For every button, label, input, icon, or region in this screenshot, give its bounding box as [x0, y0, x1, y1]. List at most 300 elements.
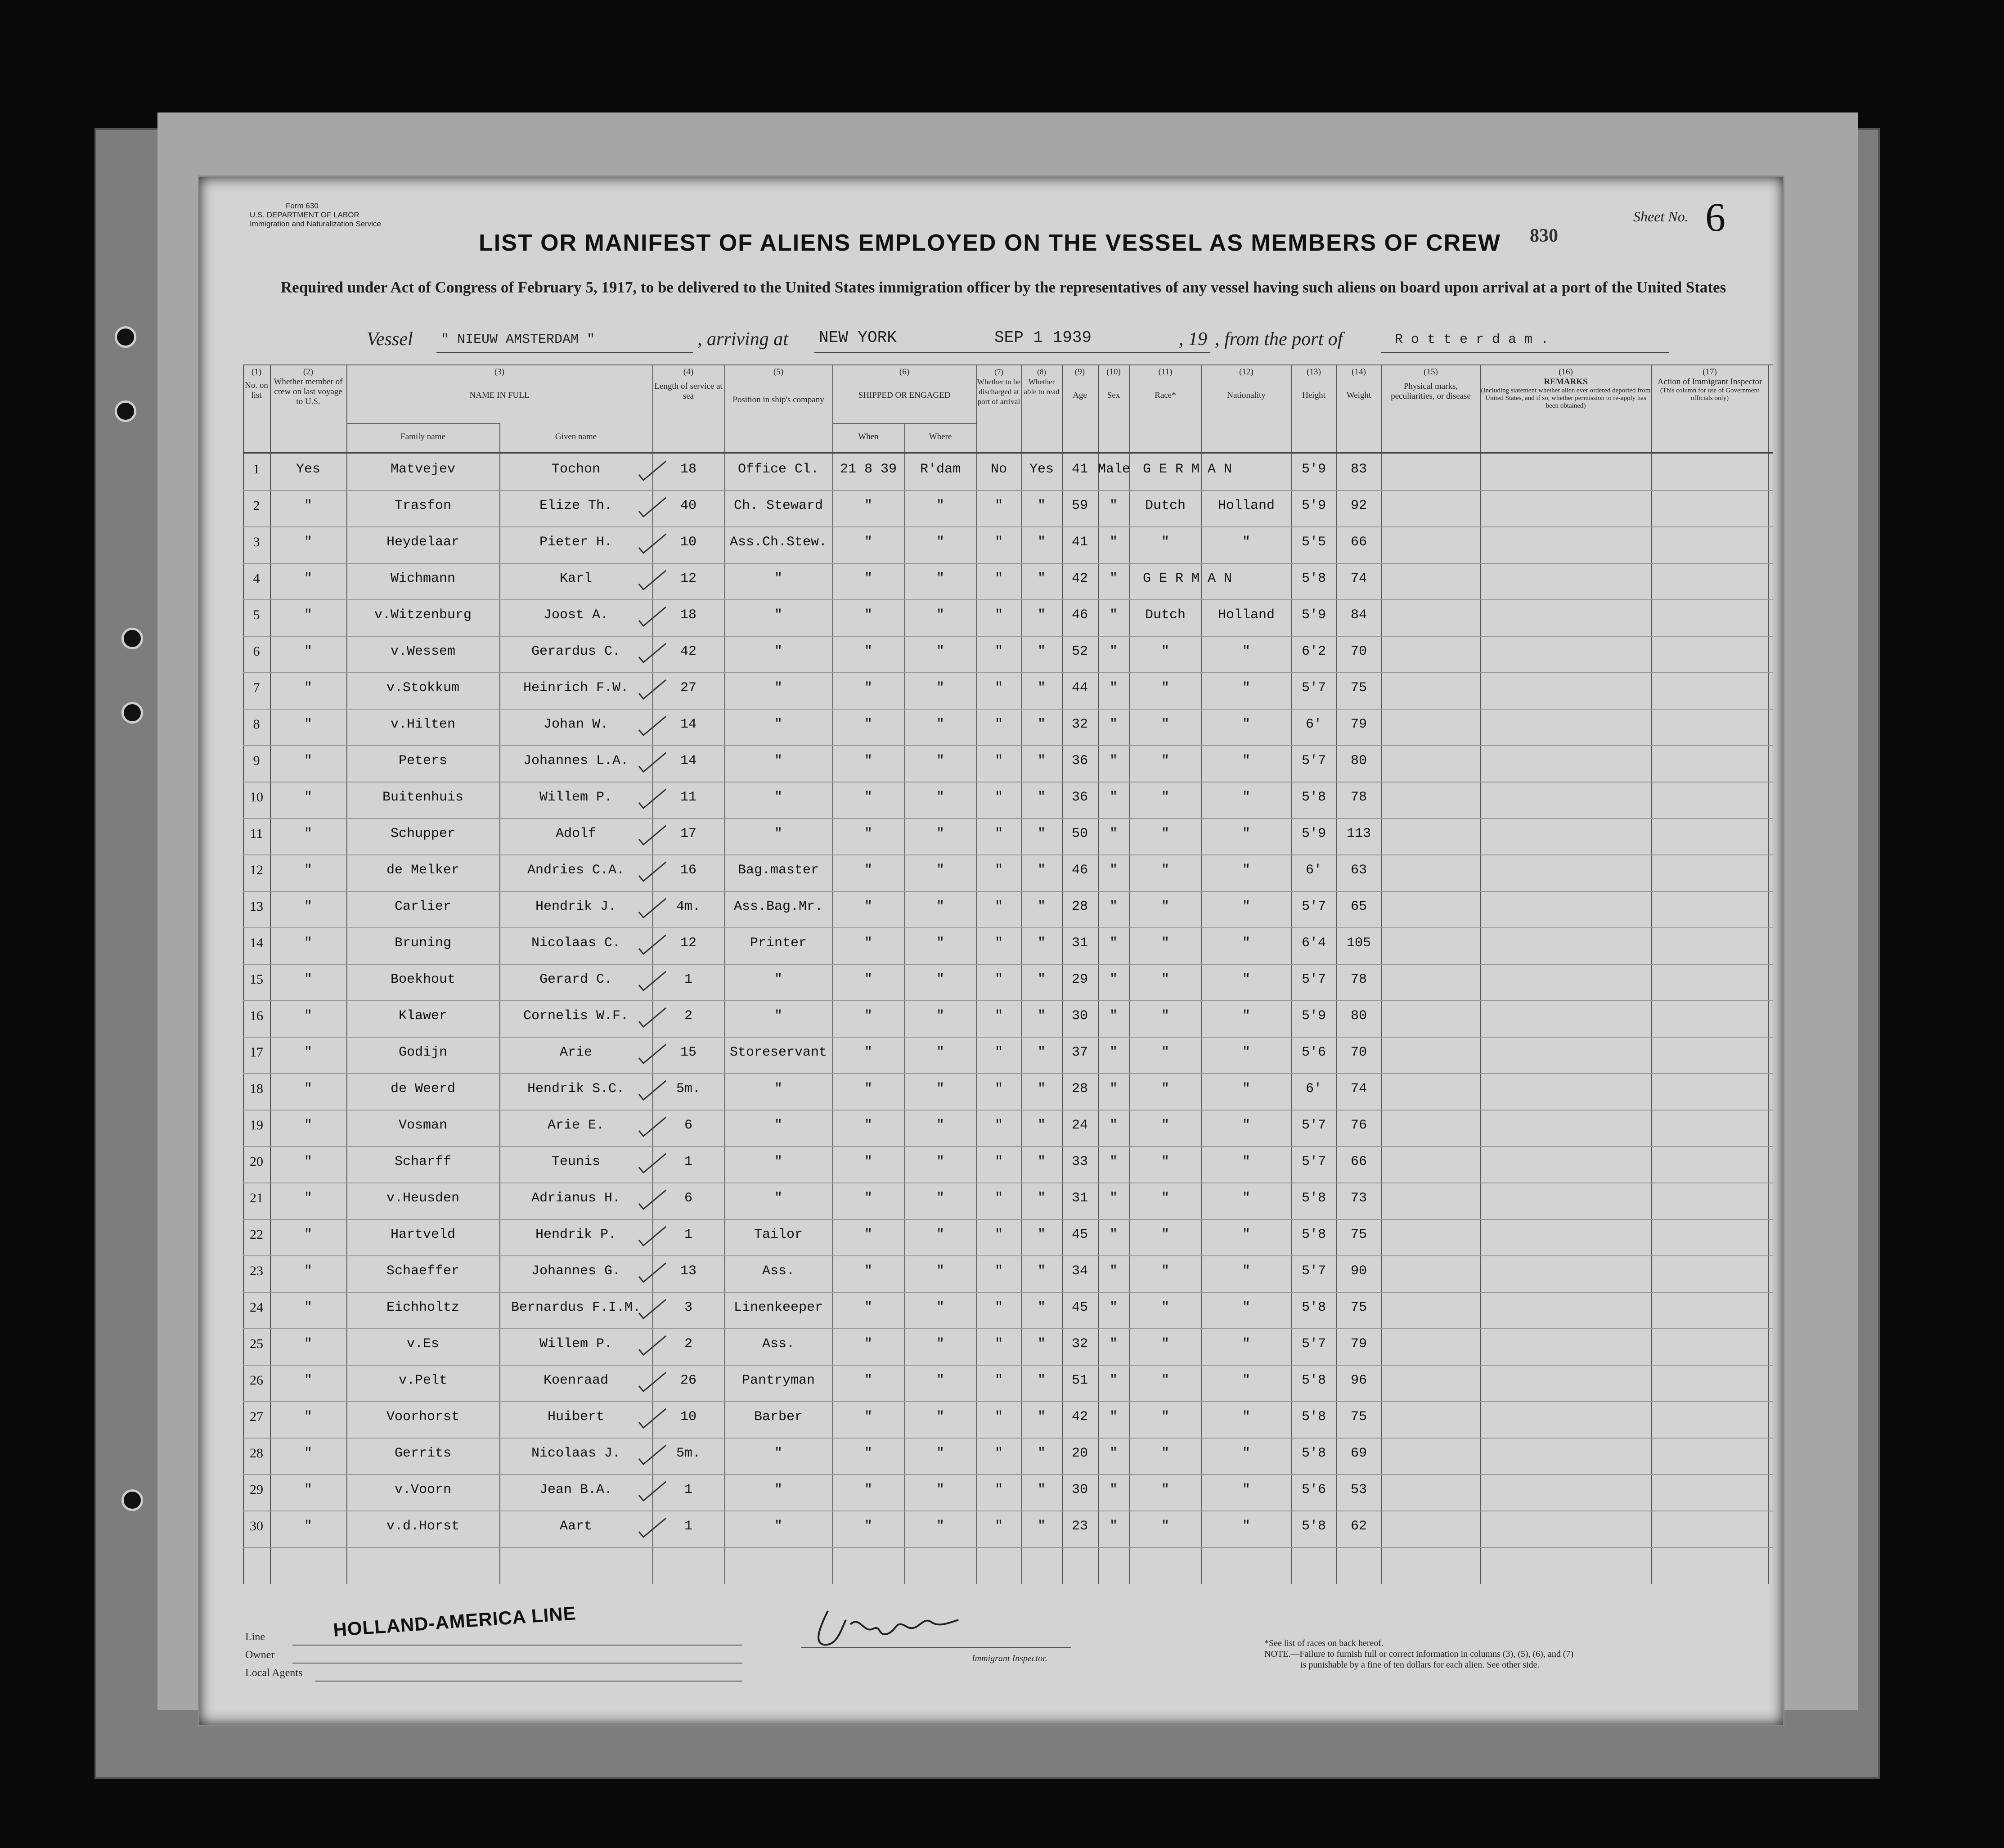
check-mark-icon	[634, 1076, 670, 1103]
cell-family-name: Wichmann	[390, 571, 456, 586]
cell-discharged: "	[994, 717, 1003, 732]
cell-family-name: Schupper	[390, 826, 456, 841]
cell-given-name: Adrianus H.	[531, 1191, 621, 1206]
cell-row-number: 16	[250, 1008, 263, 1023]
table-row	[243, 1256, 1773, 1292]
cell-given-name: Karl	[559, 571, 592, 586]
cell-family-name: Heydelaar	[386, 535, 460, 550]
binder-hole	[121, 1489, 143, 1511]
cell-race: "	[1161, 753, 1169, 769]
cell-discharged: "	[994, 1227, 1003, 1242]
cell-row-number: 20	[250, 1154, 263, 1169]
cell-race: "	[1161, 680, 1169, 696]
year-label: , 19	[1179, 329, 1207, 350]
cell-shipped-where: "	[936, 863, 944, 878]
cell-prev-voyage: "	[304, 1336, 312, 1352]
cell-discharged: "	[994, 1191, 1003, 1206]
cell-given-name: Pieter H.	[539, 535, 613, 550]
cell-prev-voyage: "	[304, 790, 312, 805]
cell-shipped-when: "	[864, 1118, 872, 1133]
cell-prev-voyage: "	[304, 753, 312, 769]
cell-shipped-when: "	[864, 1081, 872, 1097]
cell-row-number: 5	[253, 607, 260, 622]
cell-family-name: v.Es	[406, 1336, 439, 1352]
cell-height: 5'9	[1301, 462, 1326, 477]
form-department: U.S. DEPARTMENT OF LABOR	[250, 211, 359, 219]
cell-row-number: 30	[250, 1519, 263, 1533]
cell-shipped-where: "	[936, 1263, 944, 1279]
cell-prev-voyage: "	[304, 498, 312, 513]
cell-age: 30	[1071, 1482, 1088, 1497]
cell-family-name: Gerrits	[394, 1446, 452, 1461]
form-number: Form 630	[286, 202, 319, 210]
cell-sex: "	[1109, 1300, 1118, 1315]
cell-shipped-when: "	[864, 753, 872, 769]
cell-weight: 75	[1350, 680, 1367, 696]
cell-able-to-read: "	[1037, 1482, 1046, 1497]
cell-weight: 113	[1346, 826, 1371, 841]
cell-prev-voyage: "	[304, 1373, 312, 1388]
cell-row-number: 6	[253, 644, 260, 659]
cell-family-name: Schaeffer	[386, 1263, 460, 1279]
table-row	[243, 637, 1773, 673]
cell-prev-voyage: Yes	[296, 462, 320, 477]
cell-age: 32	[1071, 1336, 1088, 1352]
cell-race: Dutch	[1145, 498, 1186, 513]
cell-sex: "	[1109, 1081, 1118, 1097]
cell-prev-voyage: "	[304, 1118, 312, 1133]
cell-height: 6'4	[1301, 935, 1326, 951]
cell-discharged: "	[994, 1519, 1003, 1534]
cell-weight: 84	[1350, 607, 1367, 623]
cell-row-number: 23	[250, 1263, 263, 1278]
cell-sex: "	[1109, 899, 1118, 914]
cell-age: 23	[1071, 1519, 1088, 1534]
check-mark-icon	[634, 675, 670, 702]
col-height-header: (13) Height	[1302, 367, 1326, 400]
cell-position: "	[774, 1191, 782, 1206]
cell-height: 5'8	[1301, 1373, 1326, 1388]
cell-age: 51	[1071, 1373, 1088, 1388]
cell-age: 52	[1071, 644, 1088, 659]
cell-height: 5'8	[1301, 1446, 1326, 1461]
table-row	[243, 1475, 1773, 1511]
cell-shipped-when: "	[864, 1191, 872, 1206]
cell-able-to-read: "	[1037, 790, 1046, 805]
cell-given-name: Andries C.A.	[527, 863, 625, 878]
cell-race: "	[1161, 1045, 1169, 1060]
cell-shipped-where: "	[936, 899, 944, 914]
cell-shipped-when: "	[864, 790, 872, 805]
col-where-header: Where	[929, 432, 952, 441]
cell-given-name: Hendrik S.C.	[527, 1081, 625, 1097]
table-row	[243, 600, 1773, 636]
cell-shipped-where: "	[936, 1519, 944, 1534]
cell-prev-voyage: "	[304, 1227, 312, 1242]
cell-height: 5'8	[1301, 1300, 1326, 1315]
vessel-line	[252, 328, 1692, 355]
binder-hole	[121, 702, 143, 724]
cell-shipped-where: "	[936, 1227, 944, 1242]
page-subtitle: Required under Act of Congress of February 5, 1917, to be delivered to the United States immigration officer by the representatives of any vessel having such aliens on board upon arrival at a port of the United States	[280, 279, 1726, 296]
cell-prev-voyage: "	[304, 1154, 312, 1169]
cell-height: 5'7	[1301, 753, 1326, 769]
arriving-port: NEW YORK	[819, 328, 897, 347]
cell-able-to-read: "	[1037, 1519, 1046, 1534]
cell-row-number: 7	[253, 680, 260, 695]
cell-sex: "	[1109, 1519, 1118, 1534]
check-mark-icon	[634, 931, 670, 958]
cell-row-number: 3	[253, 535, 260, 549]
cell-position: Tailor	[754, 1227, 803, 1242]
table-row	[243, 1511, 1773, 1547]
cell-race: "	[1161, 1336, 1169, 1352]
table-row	[243, 1111, 1773, 1147]
cell-given-name: Gerard C.	[539, 972, 613, 987]
cell-service-length: 1	[684, 1227, 692, 1242]
cell-service-length: 1	[684, 972, 692, 987]
table-row	[243, 1001, 1773, 1037]
cell-prev-voyage: "	[304, 680, 312, 696]
cell-family-name: Boekhout	[390, 972, 456, 987]
cell-service-length: 17	[680, 826, 696, 841]
cell-shipped-when: "	[864, 1263, 872, 1279]
cell-position: "	[774, 1154, 782, 1169]
cell-weight: 92	[1350, 498, 1367, 513]
cell-given-name: Johannes G.	[531, 1263, 621, 1279]
cell-service-length: 1	[684, 1482, 692, 1497]
cell-nationality: "	[1242, 1519, 1250, 1534]
cell-height: 5'7	[1301, 972, 1326, 987]
cell-position: "	[774, 753, 782, 769]
cell-height: 5'9	[1301, 826, 1326, 841]
cell-able-to-read: "	[1037, 899, 1046, 914]
cell-given-name: Hendrik J.	[535, 899, 617, 914]
cell-sex: "	[1109, 826, 1118, 841]
cell-shipped-where: "	[936, 498, 944, 513]
cell-given-name: Aart	[559, 1519, 592, 1534]
cell-row-number: 14	[250, 935, 263, 950]
cell-service-length: 4m.	[676, 899, 701, 914]
binder-hole	[121, 628, 143, 649]
cell-family-name: Scharff	[394, 1154, 452, 1169]
cell-prev-voyage: "	[304, 972, 312, 987]
cell-weight: 78	[1350, 972, 1367, 987]
cell-position: Linenkeeper	[733, 1300, 823, 1315]
cell-weight: 90	[1350, 1263, 1367, 1279]
table-row	[243, 782, 1773, 818]
cell-nationality: "	[1242, 790, 1250, 805]
cell-sex: "	[1109, 1409, 1118, 1425]
table-row	[243, 1329, 1773, 1365]
cell-family-name: v.d.Horst	[386, 1519, 460, 1534]
cell-age: 42	[1071, 1409, 1088, 1425]
cell-shipped-when: "	[864, 498, 872, 513]
cell-race: "	[1161, 1263, 1169, 1279]
cell-position: "	[774, 1118, 782, 1133]
col-prev-voyage-header: (2) Whether member of crew on last voyage to U.S.	[274, 367, 343, 406]
cell-weight: 79	[1350, 717, 1367, 732]
cell-race: "	[1161, 1191, 1169, 1206]
cell-service-length: 5m.	[676, 1446, 701, 1461]
cell-shipped-where: "	[936, 1409, 944, 1425]
cell-height: 5'8	[1301, 1191, 1326, 1206]
cell-service-length: 40	[680, 498, 696, 513]
cell-age: 46	[1071, 863, 1088, 878]
cell-nationality: "	[1242, 935, 1250, 951]
cell-service-length: 15	[680, 1045, 696, 1060]
col-nationality-header: (12) Nationality	[1227, 367, 1266, 400]
inspector-label: Immigrant Inspector.	[972, 1654, 1047, 1664]
cell-weight: 79	[1350, 1336, 1367, 1352]
cell-given-name: Gerardus C.	[531, 644, 621, 659]
cell-shipped-where: "	[936, 1154, 944, 1169]
cell-position: "	[774, 826, 782, 841]
cell-sex: "	[1109, 1263, 1118, 1279]
cell-service-length: 10	[680, 535, 696, 550]
cell-family-name: Eichholtz	[386, 1300, 460, 1315]
cell-row-number: 15	[250, 972, 263, 987]
cell-able-to-read: "	[1037, 1154, 1046, 1169]
check-mark-icon	[634, 748, 670, 775]
cell-row-number: 13	[250, 899, 263, 914]
cell-able-to-read: "	[1037, 1008, 1046, 1024]
footer-agents-label: Local Agents	[245, 1667, 303, 1679]
check-mark-icon	[634, 1404, 670, 1431]
cell-family-name: Hartveld	[390, 1227, 456, 1242]
cell-age: 28	[1071, 1081, 1088, 1097]
cell-age: 31	[1071, 1191, 1088, 1206]
cell-discharged: "	[994, 535, 1003, 550]
form-header	[250, 202, 381, 229]
cell-sex: "	[1109, 790, 1118, 805]
cell-service-length: 11	[680, 790, 696, 805]
cell-row-number: 10	[250, 790, 263, 805]
cell-sex: "	[1109, 680, 1118, 696]
cell-height: 5'7	[1301, 1263, 1326, 1279]
cell-shipped-when: "	[864, 680, 872, 696]
cell-family-name: v.Pelt	[398, 1373, 448, 1388]
cell-nationality: "	[1242, 1045, 1250, 1060]
col-position-header: (5) Position in ship's company	[732, 367, 824, 405]
arriving-label: , arriving at	[697, 329, 788, 350]
check-mark-icon	[634, 639, 670, 666]
cell-prev-voyage: "	[304, 1300, 312, 1315]
cell-shipped-when: "	[864, 1227, 872, 1242]
cell-row-number: 25	[250, 1336, 263, 1351]
vessel-label: Vessel	[367, 329, 413, 350]
cell-shipped-when: "	[864, 1373, 872, 1388]
cell-position: Office Cl.	[737, 462, 819, 477]
cell-weight: 66	[1350, 1154, 1367, 1169]
cell-shipped-when: "	[864, 863, 872, 878]
cell-given-name: Hendrik P.	[535, 1227, 617, 1242]
cell-race: "	[1161, 1154, 1169, 1169]
cell-row-number: 18	[250, 1081, 263, 1096]
cell-shipped-when: 21 8 39	[840, 462, 897, 477]
cell-prev-voyage: "	[304, 717, 312, 732]
check-mark-icon	[634, 1331, 670, 1358]
cell-row-number: 27	[250, 1409, 263, 1424]
footer-line-label: Line	[245, 1631, 265, 1643]
check-mark-icon	[634, 603, 670, 629]
cell-age: 33	[1071, 1154, 1088, 1169]
cell-weight: 75	[1350, 1300, 1367, 1315]
check-mark-icon	[634, 712, 670, 739]
cell-weight: 75	[1350, 1227, 1367, 1242]
cell-given-name: Johannes L.A.	[523, 753, 629, 769]
col-family-name-header: Family name	[400, 432, 445, 441]
check-mark-icon	[634, 1514, 670, 1541]
cell-discharged: "	[994, 935, 1003, 951]
cell-shipped-when: "	[864, 826, 872, 841]
cell-shipped-where: "	[936, 1336, 944, 1352]
cell-position: Bag.master	[737, 863, 819, 878]
cell-service-length: 42	[680, 644, 696, 659]
check-mark-icon	[634, 1113, 670, 1140]
table-row	[243, 673, 1773, 709]
cell-row-number: 26	[250, 1373, 263, 1388]
cell-discharged: "	[994, 790, 1003, 805]
cell-row-number: 19	[250, 1118, 263, 1133]
cell-able-to-read: "	[1037, 607, 1046, 623]
cell-height: 5'9	[1301, 607, 1326, 623]
cell-sex: "	[1109, 935, 1118, 951]
table-row	[243, 564, 1773, 600]
cell-race: G E R M A N	[1143, 462, 1232, 477]
cell-service-length: 27	[680, 680, 696, 696]
from-port: R o t t e r d a m .	[1395, 332, 1549, 347]
cell-position: "	[774, 1519, 782, 1534]
cell-service-length: 2	[684, 1008, 692, 1024]
cell-nationality: "	[1242, 1081, 1250, 1097]
cell-nationality: "	[1242, 1373, 1250, 1388]
cell-sex: "	[1109, 1045, 1118, 1060]
cell-nationality: "	[1242, 826, 1250, 841]
cell-weight: 74	[1350, 571, 1367, 586]
check-mark-icon	[634, 1477, 670, 1504]
cell-discharged: "	[994, 1300, 1003, 1315]
vessel-name: " NIEUW AMSTERDAM "	[441, 332, 595, 347]
cell-height: 5'9	[1301, 1008, 1326, 1024]
cell-given-name: Arie	[559, 1045, 592, 1060]
cell-shipped-when: "	[864, 535, 872, 550]
cell-family-name: v.Wessem	[390, 644, 456, 659]
cell-row-number: 22	[250, 1227, 263, 1242]
cell-prev-voyage: "	[304, 1191, 312, 1206]
date-stamp: SEP 1 1939	[994, 328, 1092, 347]
cell-nationality: Holland	[1218, 498, 1275, 513]
cell-shipped-where: "	[936, 1482, 944, 1497]
cell-discharged: "	[994, 1081, 1003, 1097]
check-mark-icon	[634, 821, 670, 848]
cell-shipped-when: "	[864, 717, 872, 732]
cell-nationality: "	[1242, 1482, 1250, 1497]
cell-nationality: "	[1242, 1409, 1250, 1425]
cell-sex: "	[1109, 607, 1118, 623]
cell-family-name: Godijn	[398, 1045, 448, 1060]
cell-age: 31	[1071, 935, 1088, 951]
check-mark-icon	[634, 858, 670, 885]
cell-given-name: Teunis	[551, 1154, 601, 1169]
footer-notes: *See list of races on back hereof. NOTE.—Failure to furnish full or correct information in columns (3), (5), (6), and (7) is punishable by a fine of ten dollars for each alien. See other side.	[1264, 1638, 1574, 1670]
cell-sex: "	[1109, 1191, 1118, 1206]
cell-able-to-read: "	[1037, 935, 1046, 951]
cell-given-name: Adolf	[555, 826, 596, 841]
cell-sex: "	[1109, 1008, 1118, 1024]
cell-shipped-where: "	[936, 972, 944, 987]
cell-given-name: Tochon	[551, 462, 601, 477]
cell-race: "	[1161, 535, 1169, 550]
cell-service-length: 16	[680, 863, 696, 878]
cell-given-name: Arie E.	[547, 1118, 605, 1133]
cell-race: "	[1161, 644, 1169, 659]
cell-service-length: 1	[684, 1519, 692, 1534]
cell-weight: 80	[1350, 1008, 1367, 1024]
check-mark-icon	[634, 457, 670, 484]
cell-able-to-read: "	[1037, 753, 1046, 769]
cell-age: 42	[1071, 571, 1088, 586]
cell-discharged: "	[994, 644, 1003, 659]
cell-height: 5'8	[1301, 790, 1326, 805]
check-mark-icon	[634, 1441, 670, 1468]
cell-prev-voyage: "	[304, 1482, 312, 1497]
cell-height: 5'8	[1301, 1227, 1326, 1242]
cell-able-to-read: "	[1037, 1045, 1046, 1060]
cell-service-length: 6	[684, 1191, 692, 1206]
cell-shipped-where: "	[936, 1300, 944, 1315]
cell-age: 36	[1071, 790, 1088, 805]
cell-discharged: "	[994, 1336, 1003, 1352]
cell-given-name: Nicolaas C.	[531, 935, 621, 951]
cell-service-length: 12	[680, 935, 696, 951]
cell-prev-voyage: "	[304, 863, 312, 878]
cell-prev-voyage: "	[304, 1008, 312, 1024]
table-row	[243, 1220, 1773, 1256]
cell-position: "	[774, 1446, 782, 1461]
cell-prev-voyage: "	[304, 1519, 312, 1534]
cell-discharged: "	[994, 680, 1003, 696]
table-row	[243, 746, 1773, 782]
table-row	[243, 1147, 1773, 1183]
page-title: LIST OR MANIFEST OF ALIENS EMPLOYED ON THE VESSEL AS MEMBERS OF CREW	[479, 230, 1501, 256]
cell-prev-voyage: "	[304, 1045, 312, 1060]
cell-row-number: 28	[250, 1446, 263, 1461]
cell-service-length: 10	[680, 1409, 696, 1425]
cell-shipped-where: "	[936, 571, 944, 586]
cell-race: G E R M A N	[1143, 571, 1232, 586]
cell-position: Pantryman	[741, 1373, 815, 1388]
cell-given-name: Joost A.	[543, 607, 609, 623]
cell-age: 45	[1071, 1227, 1088, 1242]
cell-weight: 66	[1350, 535, 1367, 550]
cell-family-name: v.Stokkum	[386, 680, 460, 696]
table-row	[243, 928, 1773, 964]
cell-able-to-read: "	[1037, 680, 1046, 696]
col-weight-header: (14) Weight	[1346, 367, 1371, 400]
cell-weight: 75	[1350, 1409, 1367, 1425]
cell-age: 29	[1071, 972, 1088, 987]
check-mark-icon	[634, 493, 670, 520]
cell-able-to-read: "	[1037, 1373, 1046, 1388]
cell-race: "	[1161, 1008, 1169, 1024]
check-mark-icon	[634, 1149, 670, 1176]
cell-discharged: "	[994, 571, 1003, 586]
cell-height: 5'7	[1301, 1154, 1326, 1169]
cell-family-name: Carlier	[394, 899, 452, 914]
cell-shipped-when: "	[864, 972, 872, 987]
cell-service-length: 2	[684, 1336, 692, 1352]
